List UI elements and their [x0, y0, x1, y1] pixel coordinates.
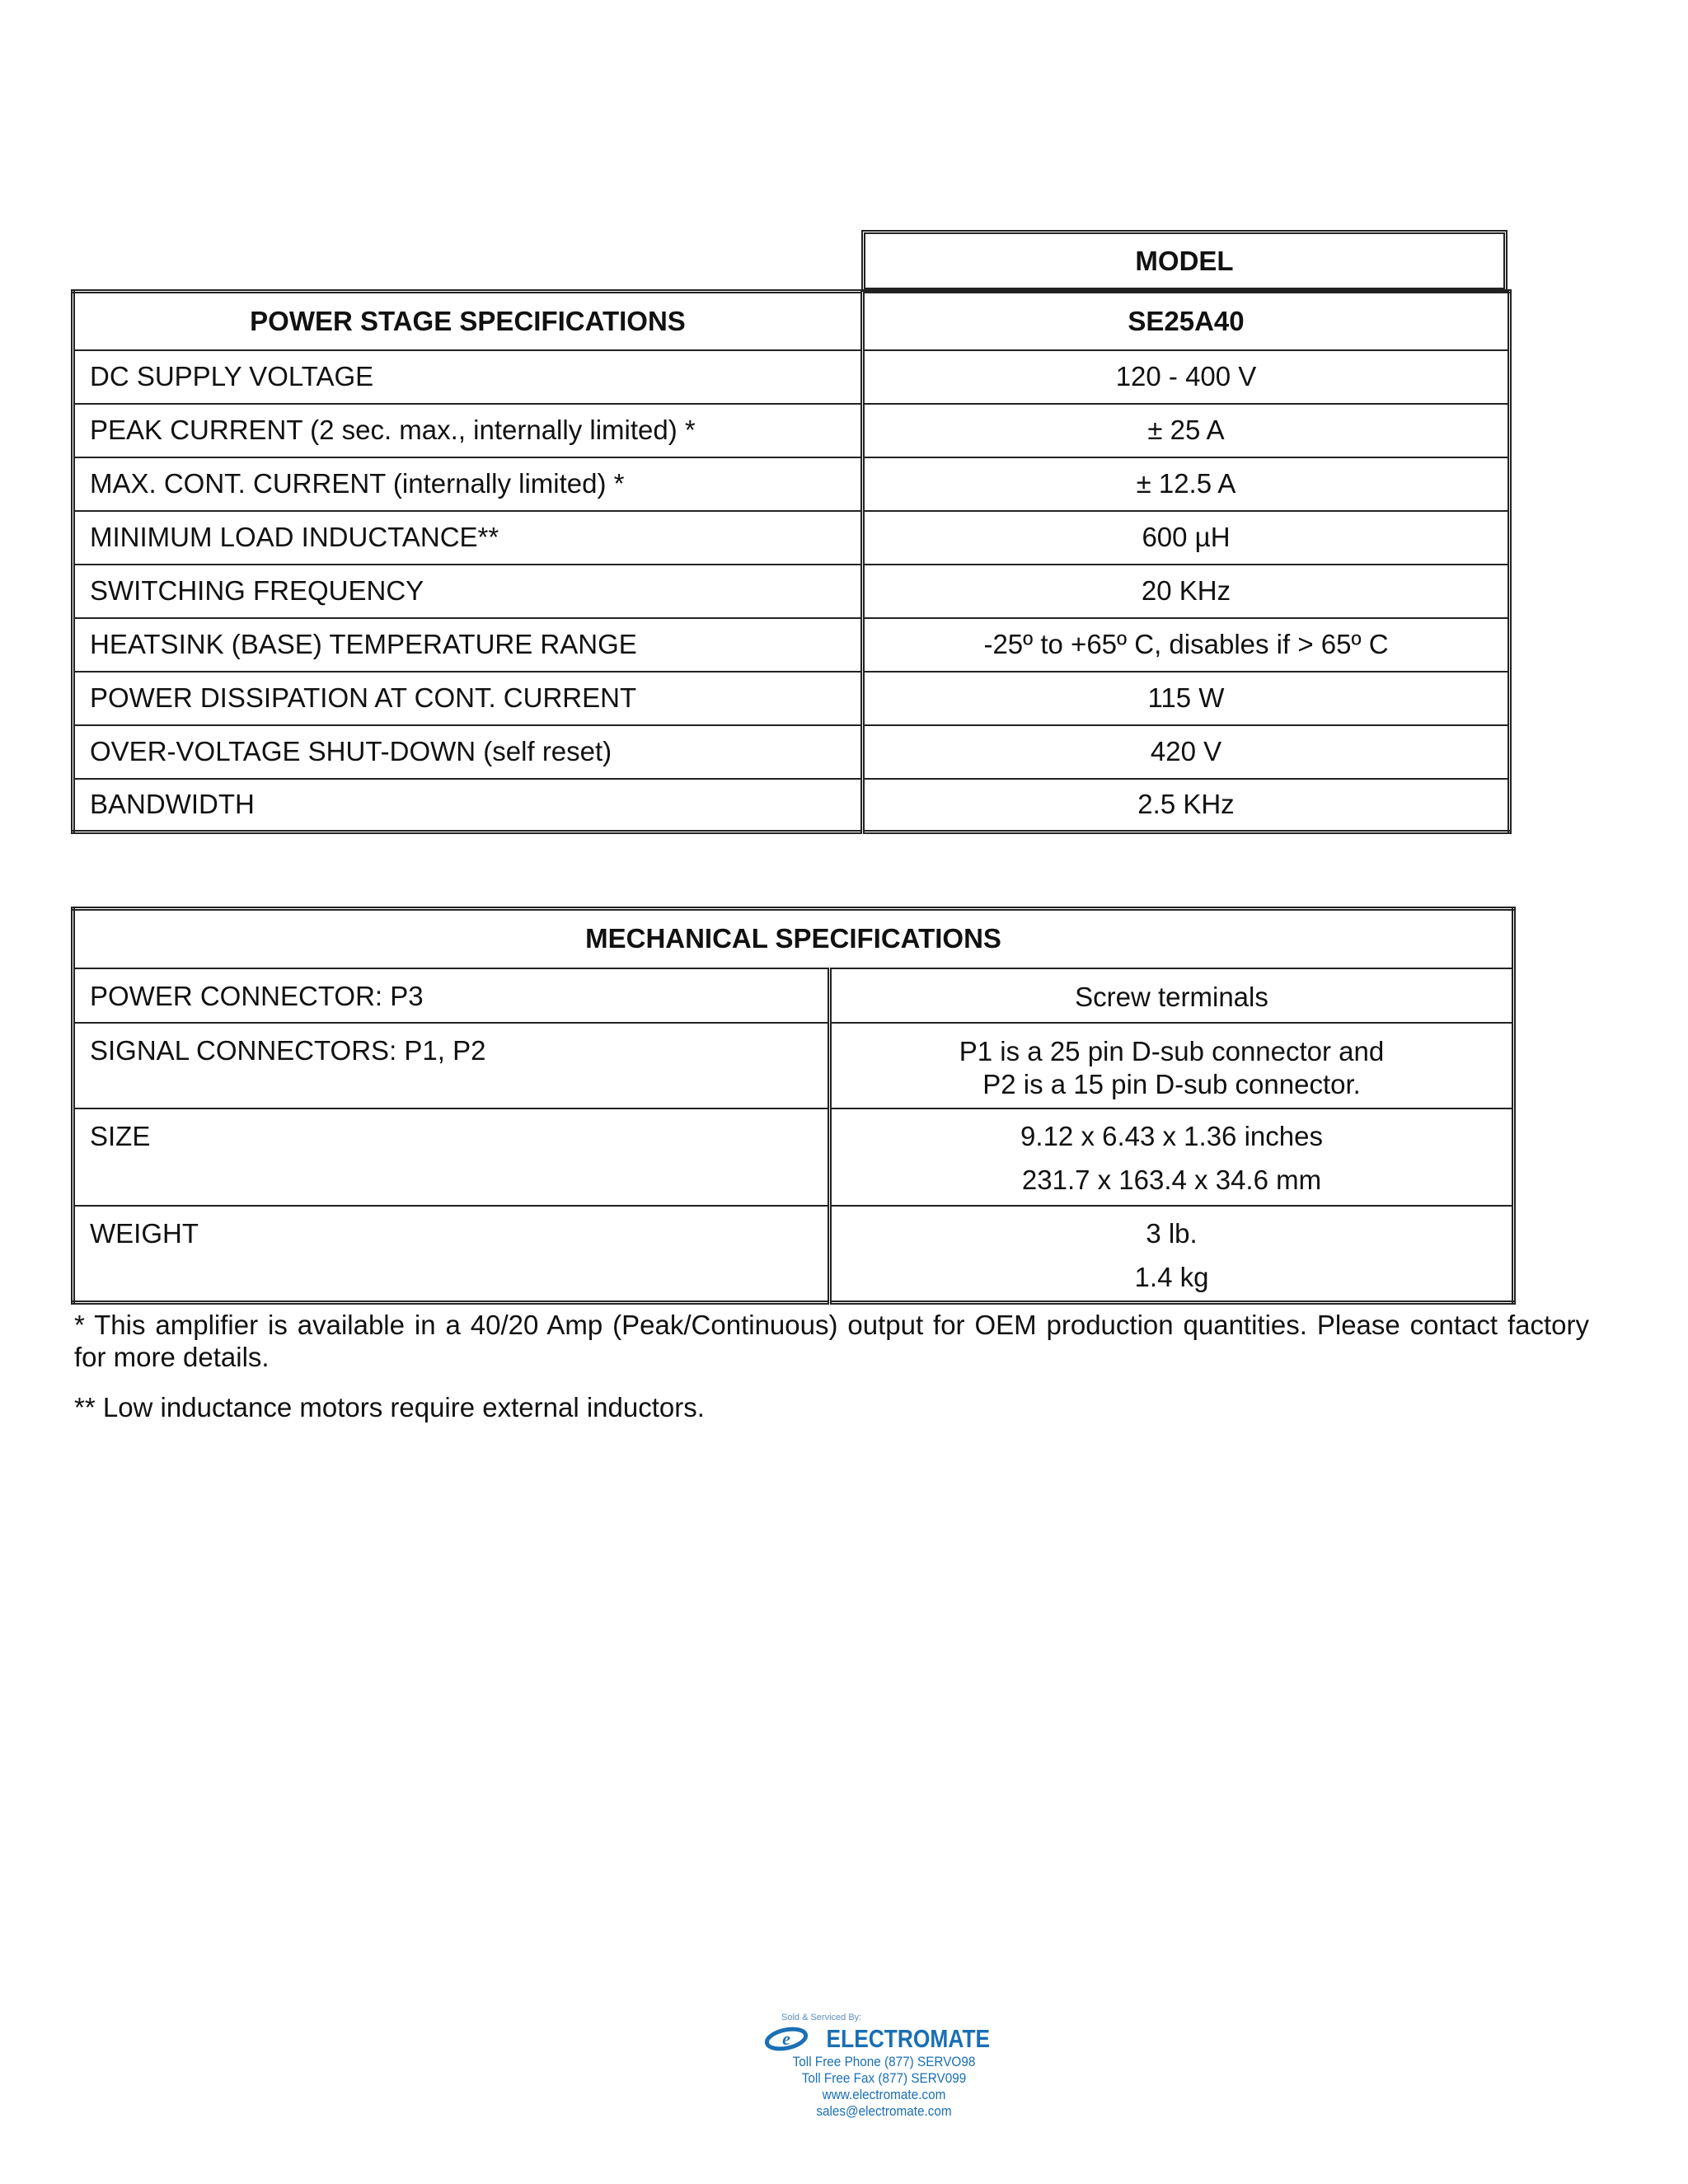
- table-row: [73, 511, 1510, 565]
- value-line: Screw terminals: [1075, 981, 1268, 1012]
- spec-value: ± 25 A: [863, 404, 1510, 457]
- spec-value: 600 µH: [863, 511, 1510, 565]
- value-line: P2 is a 15 pin D-sub connector.: [982, 1068, 1361, 1099]
- table-row: [73, 404, 1510, 457]
- spec-label: WEIGHT: [73, 1206, 830, 1303]
- power-section-header: POWER STAGE SPECIFICATIONS: [73, 292, 863, 350]
- spec-label: MAX. CONT. CURRENT (internally limited) *: [73, 457, 863, 511]
- spec-value: [830, 968, 1514, 1023]
- mechanical-specifications-table: [71, 907, 1516, 1305]
- spec-label: DC SUPPLY VOLTAGE: [73, 350, 863, 404]
- spec-label: MINIMUM LOAD INDUCTANCE**: [73, 511, 863, 565]
- model-header-cell: [861, 230, 1507, 292]
- value-line: 1.4 kg: [1134, 1261, 1209, 1292]
- spec-label: SWITCHING FREQUENCY: [73, 565, 863, 618]
- value-line: P1 is a 25 pin D-sub connector and: [959, 1035, 1385, 1066]
- table-row: [73, 1108, 1514, 1206]
- website-link[interactable]: www.electromate.com: [822, 2087, 946, 2102]
- distributor-footer: [742, 2013, 1026, 2120]
- spec-value: 2.5 KHz: [863, 779, 1510, 832]
- sold-by-label: Sold & Serviced By:: [781, 2013, 862, 2022]
- brand-block: [742, 2024, 1026, 2054]
- footnote-inductance: ** Low inductance motors require external inductors.: [74, 1392, 705, 1422]
- spec-value: ± 12.5 A: [863, 457, 1510, 511]
- table-row: [73, 618, 1510, 672]
- spec-label: HEATSINK (BASE) TEMPERATURE RANGE: [73, 618, 863, 672]
- spec-value: [830, 1108, 1514, 1206]
- power-stage-table: [71, 289, 1512, 834]
- table-row: [73, 672, 1510, 725]
- model-name-cell: SE25A40: [863, 292, 1510, 350]
- spec-value: [830, 1206, 1514, 1303]
- spec-label: OVER-VOLTAGE SHUT-DOWN (self reset): [73, 725, 863, 779]
- value-line: 3 lb.: [1146, 1217, 1198, 1249]
- mech-table-header-row: [73, 909, 1514, 968]
- spec-value: 420 V: [863, 725, 1510, 779]
- spec-label: PEAK CURRENT (2 sec. max., internally limited) *: [73, 404, 863, 457]
- spec-value: [830, 1023, 1514, 1108]
- spec-label: BANDWIDTH: [73, 779, 863, 832]
- table-row: [73, 350, 1510, 404]
- model-header-label: MODEL: [1135, 245, 1234, 276]
- value-line: 9.12 x 6.43 x 1.36 inches: [1020, 1120, 1323, 1151]
- power-table-header-row: [73, 292, 1510, 350]
- footnote-oem-availability: * This amplifier is available in a 40/20 Amp (Peak/Continuous) output for OEM production quantities. Please contact factory for more details.: [74, 1310, 1589, 1372]
- spec-value: 120 - 400 V: [863, 350, 1510, 404]
- spec-label: SIGNAL CONNECTORS: P1, P2: [73, 1023, 830, 1108]
- table-row: [73, 968, 1514, 1023]
- spec-label: SIZE: [73, 1108, 830, 1206]
- electromate-logo-icon: [764, 2027, 809, 2051]
- mechanical-section-header: MECHANICAL SPECIFICATIONS: [73, 909, 1514, 968]
- table-row: [73, 779, 1510, 832]
- table-row: [73, 1206, 1514, 1303]
- value-line: 231.7 x 163.4 x 34.6 mm: [1021, 1164, 1322, 1195]
- spec-value: 20 KHz: [863, 565, 1510, 618]
- table-row: [73, 565, 1510, 618]
- spec-value: 115 W: [863, 672, 1510, 725]
- spec-label: POWER DISSIPATION AT CONT. CURRENT: [73, 672, 863, 725]
- table-row: [73, 725, 1510, 779]
- spec-value: -25º to +65º C, disables if > 65º C: [863, 618, 1510, 672]
- svg-text:e: e: [781, 2028, 790, 2049]
- email-link[interactable]: sales@electromate.com: [816, 2103, 952, 2119]
- table-row: [73, 457, 1510, 511]
- brand-name: ELECTROMATE: [826, 2024, 990, 2053]
- fax-line: Toll Free Fax (877) SERV099: [801, 2070, 967, 2086]
- phone-line: Toll Free Phone (877) SERVO98: [792, 2054, 976, 2069]
- table-row: [73, 1023, 1514, 1108]
- spec-label: POWER CONNECTOR: P3: [73, 968, 830, 1023]
